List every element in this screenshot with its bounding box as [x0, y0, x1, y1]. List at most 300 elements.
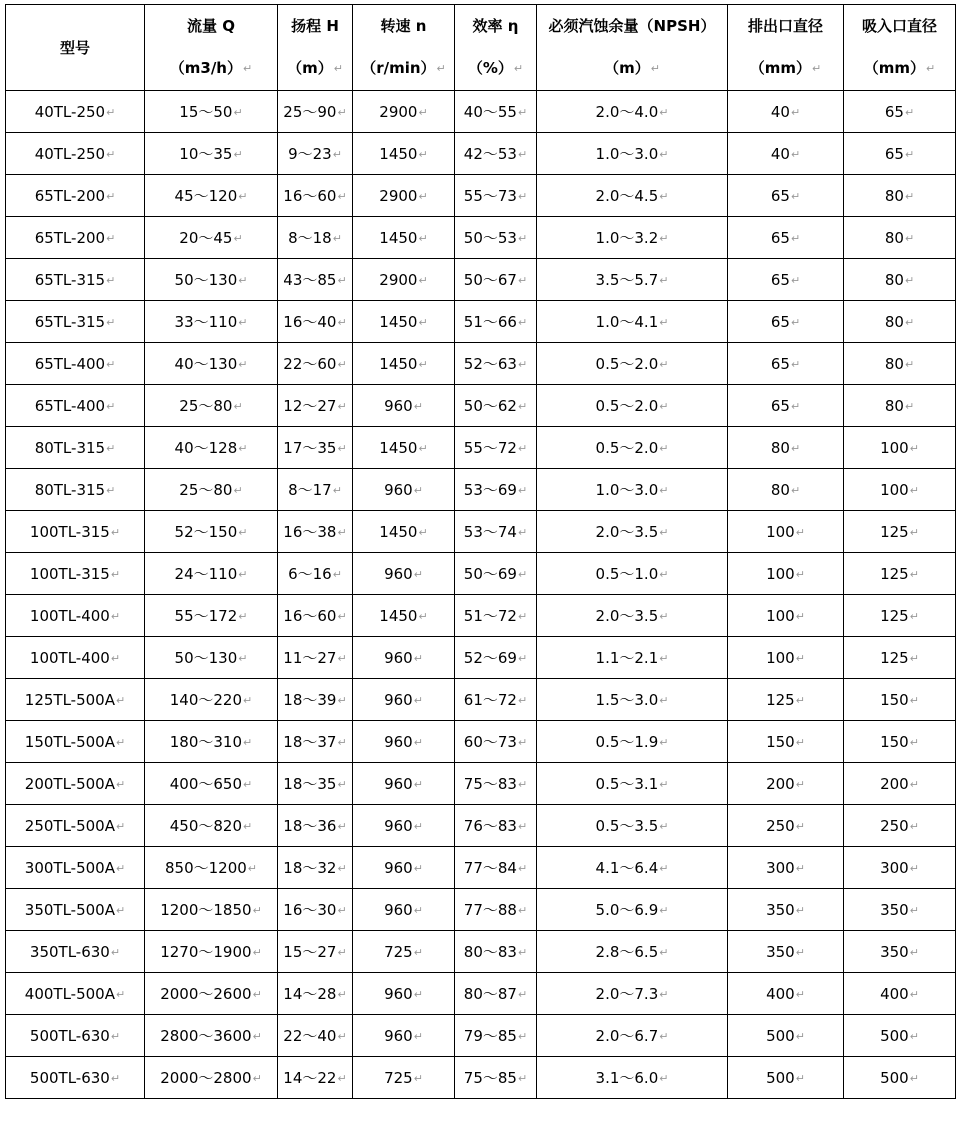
efficiency-cell: [455, 343, 537, 385]
table-row: [6, 469, 956, 511]
header-unit-text: （mm）: [749, 59, 812, 77]
return-mark-icon: ↵: [517, 652, 528, 665]
efficiency-cell: [455, 679, 537, 721]
return-mark-icon: ↵: [110, 945, 121, 959]
cell-value: 0.5～2.0: [595, 439, 659, 457]
cell-value: 1270～1900: [160, 943, 252, 961]
return-mark-icon: ↵: [110, 609, 121, 623]
return-mark-icon: ↵: [659, 862, 669, 875]
cell-value: 100: [766, 564, 795, 583]
cell-value: 350: [766, 942, 795, 961]
cell-value: 3.1～6.0: [595, 1069, 659, 1087]
cell-value: 0.5～2.0: [595, 355, 659, 373]
cell-value: 17～35: [283, 439, 337, 457]
return-mark-icon: ↵: [909, 861, 919, 875]
cell-value: 960: [384, 858, 413, 877]
return-mark-icon: ↵: [115, 861, 126, 875]
outlet-diameter-cell: [728, 721, 844, 763]
cell-value: 15～27: [283, 943, 337, 961]
header-unit: [844, 47, 955, 90]
return-mark-icon: ↵: [238, 652, 248, 665]
speed-cell: [353, 805, 455, 847]
cell-value: 450～820: [169, 817, 243, 835]
return-mark-icon: ↵: [517, 106, 528, 119]
return-mark-icon: ↵: [413, 651, 423, 665]
cell-value: 2.0～4.5: [595, 187, 659, 205]
cell-value: 1450: [379, 312, 418, 331]
return-mark-icon: ↵: [418, 357, 428, 371]
header-unit: [278, 47, 352, 90]
cell-value: 80: [884, 396, 904, 415]
head-cell: [278, 385, 353, 427]
return-mark-icon: ↵: [517, 232, 528, 245]
cell-value: 250: [766, 816, 795, 835]
cell-value: 2900: [379, 102, 418, 121]
flow-cell: [145, 763, 278, 805]
speed-cell: [353, 217, 455, 259]
return-mark-icon: ↵: [337, 400, 347, 413]
return-mark-icon: ↵: [243, 820, 253, 833]
return-mark-icon: ↵: [252, 904, 262, 917]
return-mark-icon: ↵: [332, 484, 342, 497]
table-header-row: [6, 5, 956, 91]
return-mark-icon: ↵: [337, 820, 347, 833]
return-mark-icon: ↵: [413, 735, 423, 749]
speed-cell: [353, 931, 455, 973]
cell-value: 125TL-500A: [24, 690, 115, 709]
npsh-cell: [537, 175, 728, 217]
outlet-diameter-cell: [728, 217, 844, 259]
cell-value: 250: [880, 816, 909, 835]
cell-value: 960: [384, 900, 413, 919]
table-row: [6, 133, 956, 175]
cell-value: 100: [766, 648, 795, 667]
speed-cell: [353, 91, 455, 133]
speed-cell: [353, 469, 455, 511]
head-cell: [278, 133, 353, 175]
cell-value: 50～62: [463, 397, 517, 415]
head-cell: [278, 1057, 353, 1099]
inlet-diameter-cell: [844, 805, 956, 847]
return-mark-icon: ↵: [795, 735, 805, 749]
speed-cell: [353, 889, 455, 931]
cell-value: 200TL-500A: [24, 774, 115, 793]
return-mark-icon: ↵: [909, 735, 919, 749]
outlet-diameter-cell: [728, 637, 844, 679]
return-mark-icon: ↵: [115, 903, 126, 917]
return-mark-icon: ↵: [233, 232, 243, 245]
cell-value: 40～128: [174, 439, 238, 457]
cell-value: 16～40: [283, 313, 337, 331]
return-mark-icon: ↵: [659, 736, 669, 749]
cell-value: 15～50: [179, 103, 233, 121]
model-cell: [6, 1057, 145, 1099]
table-row: [6, 259, 956, 301]
return-mark-icon: ↵: [337, 652, 347, 665]
return-mark-icon: ↵: [418, 273, 428, 287]
model-cell: [6, 343, 145, 385]
return-mark-icon: ↵: [904, 147, 915, 161]
return-mark-icon: ↵: [517, 442, 528, 455]
return-mark-icon: ↵: [418, 525, 428, 539]
efficiency-header: [455, 5, 537, 91]
return-mark-icon: ↵: [413, 1071, 423, 1085]
return-mark-icon: ↵: [106, 273, 116, 287]
return-mark-icon: ↵: [337, 610, 347, 623]
return-mark-icon: ↵: [795, 525, 805, 539]
header-unit: [145, 47, 277, 90]
table-row: [6, 805, 956, 847]
cell-value: 65TL-315: [34, 312, 106, 331]
npsh-cell: [537, 385, 728, 427]
return-mark-icon: ↵: [909, 567, 919, 581]
return-mark-icon: ↵: [795, 861, 805, 875]
return-mark-icon: ↵: [659, 904, 669, 917]
return-mark-icon: ↵: [233, 400, 243, 413]
efficiency-cell: [455, 427, 537, 469]
cell-value: 16～30: [283, 901, 337, 919]
cell-value: 125: [880, 522, 909, 541]
cell-value: 80: [884, 312, 904, 331]
return-mark-icon: ↵: [904, 231, 915, 245]
efficiency-cell: [455, 511, 537, 553]
model-cell: [6, 973, 145, 1015]
cell-value: 2.0～3.5: [595, 523, 659, 541]
model-cell: [6, 133, 145, 175]
cell-value: 40TL-250: [34, 102, 106, 121]
return-mark-icon: ↵: [659, 358, 669, 371]
npsh-cell: [537, 343, 728, 385]
return-mark-icon: ↵: [517, 316, 528, 329]
return-mark-icon: ↵: [909, 903, 919, 917]
return-mark-icon: ↵: [413, 861, 423, 875]
return-mark-icon: ↵: [106, 147, 116, 161]
header-label: 型号: [59, 38, 90, 57]
cell-value: 0.5～1.0: [595, 565, 659, 583]
return-mark-icon: ↵: [795, 903, 805, 917]
flow-cell: [145, 847, 278, 889]
head-cell: [278, 259, 353, 301]
cell-value: 100: [766, 606, 795, 625]
return-mark-icon: ↵: [337, 442, 347, 455]
cell-value: 1.1～2.1: [595, 649, 659, 667]
return-mark-icon: ↵: [413, 567, 423, 581]
speed-cell: [353, 721, 455, 763]
table-row: [6, 721, 956, 763]
return-mark-icon: ↵: [115, 693, 126, 707]
cell-value: 2900: [379, 186, 418, 205]
model-cell: [6, 553, 145, 595]
outlet-diameter-cell: [728, 301, 844, 343]
head-header: [278, 5, 353, 91]
cell-value: 1.5～3.0: [595, 691, 659, 709]
return-mark-icon: ↵: [904, 105, 915, 119]
flow-cell: [145, 385, 278, 427]
return-mark-icon: ↵: [243, 736, 253, 749]
speed-cell: [353, 343, 455, 385]
outlet-diameter-cell: [728, 175, 844, 217]
return-mark-icon: ↵: [418, 189, 428, 203]
inlet-diameter-cell: [844, 637, 956, 679]
cell-value: 52～150: [174, 523, 238, 541]
cell-value: 125: [880, 648, 909, 667]
cell-value: 150: [766, 732, 795, 751]
return-mark-icon: ↵: [413, 1029, 423, 1043]
return-mark-icon: ↵: [106, 231, 116, 245]
inlet-diameter-cell: [844, 1057, 956, 1099]
flow-cell: [145, 1015, 278, 1057]
cell-value: 51～72: [463, 607, 517, 625]
npsh-cell: [537, 763, 728, 805]
header-unit-text: （m）: [287, 59, 333, 77]
return-mark-icon: ↵: [517, 400, 528, 413]
cell-value: 350TL-500A: [24, 900, 115, 919]
return-mark-icon: ↵: [252, 988, 262, 1001]
cell-value: 77～88: [463, 901, 517, 919]
cell-value: 25～90: [283, 103, 337, 121]
cell-value: 500TL-630: [29, 1026, 110, 1045]
cell-value: 61～72: [463, 691, 517, 709]
return-mark-icon: ↵: [790, 231, 801, 245]
cell-value: 50～130: [174, 271, 238, 289]
table-row: [6, 343, 956, 385]
table-row: [6, 847, 956, 889]
table-row: [6, 553, 956, 595]
return-mark-icon: ↵: [909, 945, 919, 959]
speed-cell: [353, 1057, 455, 1099]
cell-value: 960: [384, 984, 413, 1003]
flow-header: [145, 5, 278, 91]
cell-value: 24～110: [174, 565, 238, 583]
flow-cell: [145, 301, 278, 343]
efficiency-cell: [455, 763, 537, 805]
header-unit-text: （%）: [467, 59, 513, 77]
npsh-cell: [537, 301, 728, 343]
return-mark-icon: ↵: [517, 610, 528, 623]
return-mark-icon: ↵: [106, 189, 116, 203]
return-mark-icon: ↵: [238, 190, 248, 203]
efficiency-cell: [455, 1057, 537, 1099]
outlet-diameter-cell: [728, 805, 844, 847]
return-mark-icon: ↵: [115, 777, 126, 791]
model-header: [6, 5, 145, 91]
return-mark-icon: ↵: [909, 441, 919, 455]
npsh-cell: [537, 259, 728, 301]
header-label: 排出口直径: [747, 17, 823, 35]
return-mark-icon: ↵: [252, 946, 262, 959]
table-row: [6, 175, 956, 217]
return-mark-icon: ↵: [517, 820, 528, 833]
cell-value: 80～87: [463, 985, 517, 1003]
return-mark-icon: ↵: [418, 609, 428, 623]
header-unit-text: （m）: [604, 59, 650, 77]
cell-value: 350: [880, 900, 909, 919]
cell-value: 80TL-315: [34, 438, 106, 457]
cell-value: 100TL-400: [29, 648, 110, 667]
return-mark-icon: ↵: [659, 526, 669, 539]
cell-value: 1200～1850: [160, 901, 252, 919]
return-mark-icon: ↵: [337, 694, 347, 707]
cell-value: 960: [384, 480, 413, 499]
npsh-cell: [537, 889, 728, 931]
return-mark-icon: ↵: [659, 274, 669, 287]
cell-value: 42～53: [463, 145, 517, 163]
npsh-cell: [537, 469, 728, 511]
npsh-cell: [537, 847, 728, 889]
table-row: [6, 91, 956, 133]
return-mark-icon: ↵: [659, 442, 669, 455]
npsh-cell: [537, 973, 728, 1015]
cell-value: 500: [766, 1068, 795, 1087]
return-mark-icon: ↵: [659, 400, 669, 413]
npsh-cell: [537, 679, 728, 721]
model-cell: [6, 427, 145, 469]
speed-cell: [353, 847, 455, 889]
outlet-diameter-cell: [728, 931, 844, 973]
head-cell: [278, 679, 353, 721]
cell-value: 1.0～4.1: [595, 313, 659, 331]
npsh-cell: [537, 595, 728, 637]
return-mark-icon: ↵: [337, 1030, 347, 1043]
flow-cell: [145, 1057, 278, 1099]
npsh-cell: [537, 637, 728, 679]
return-mark-icon: ↵: [790, 315, 801, 329]
cell-value: 1450: [379, 354, 418, 373]
return-mark-icon: ↵: [106, 441, 116, 455]
speed-cell: [353, 301, 455, 343]
cell-value: 5.0～6.9: [595, 901, 659, 919]
return-mark-icon: ↵: [909, 777, 919, 791]
npsh-header: [537, 5, 728, 91]
return-mark-icon: ↵: [517, 568, 528, 581]
cell-value: 50～69: [463, 565, 517, 583]
table-row: [6, 595, 956, 637]
return-mark-icon: ↵: [517, 148, 528, 161]
outlet-diameter-cell: [728, 763, 844, 805]
flow-cell: [145, 805, 278, 847]
head-cell: [278, 301, 353, 343]
table-row: [6, 1015, 956, 1057]
cell-value: 8～17: [288, 481, 332, 499]
return-mark-icon: ↵: [418, 105, 428, 119]
return-mark-icon: ↵: [517, 946, 528, 959]
return-mark-icon: ↵: [115, 987, 126, 1001]
cell-value: 100: [880, 480, 909, 499]
speed-cell: [353, 1015, 455, 1057]
return-mark-icon: ↵: [659, 988, 669, 1001]
return-mark-icon: ↵: [243, 694, 253, 707]
head-cell: [278, 1015, 353, 1057]
npsh-cell: [537, 1015, 728, 1057]
head-cell: [278, 427, 353, 469]
return-mark-icon: ↵: [790, 441, 801, 455]
model-cell: [6, 511, 145, 553]
outlet-diameter-cell: [728, 511, 844, 553]
head-cell: [278, 847, 353, 889]
return-mark-icon: ↵: [115, 819, 126, 833]
table-row: [6, 301, 956, 343]
return-mark-icon: ↵: [337, 736, 347, 749]
cell-value: 53～74: [463, 523, 517, 541]
cell-value: 200: [880, 774, 909, 793]
cell-value: 50～130: [174, 649, 238, 667]
return-mark-icon: ↵: [904, 273, 915, 287]
cell-value: 60～73: [463, 733, 517, 751]
cell-value: 500: [766, 1026, 795, 1045]
header-unit-text: （r/min）: [361, 59, 436, 77]
cell-value: 180～310: [169, 733, 243, 751]
return-mark-icon: ↵: [413, 987, 423, 1001]
cell-value: 0.5～3.5: [595, 817, 659, 835]
cell-value: 0.5～1.9: [595, 733, 659, 751]
cell-value: 50～53: [463, 229, 517, 247]
table-row: [6, 679, 956, 721]
return-mark-icon: ↵: [517, 694, 528, 707]
model-cell: [6, 259, 145, 301]
cell-value: 18～37: [283, 733, 337, 751]
cell-value: 52～63: [463, 355, 517, 373]
cell-value: 80: [884, 270, 904, 289]
npsh-cell: [537, 427, 728, 469]
cell-value: 100TL-400: [29, 606, 110, 625]
return-mark-icon: ↵: [909, 693, 919, 707]
cell-value: 76～83: [463, 817, 517, 835]
outlet-diameter-cell: [728, 91, 844, 133]
cell-value: 80: [884, 354, 904, 373]
cell-value: 1450: [379, 606, 418, 625]
head-cell: [278, 343, 353, 385]
inlet-diameter-cell: [844, 259, 956, 301]
cell-value: 125: [880, 564, 909, 583]
efficiency-cell: [455, 805, 537, 847]
return-mark-icon: ↵: [795, 609, 805, 623]
table-row: [6, 889, 956, 931]
cell-value: 300: [880, 858, 909, 877]
return-mark-icon: ↵: [513, 62, 524, 75]
cell-value: 3.5～5.7: [595, 271, 659, 289]
cell-value: 65TL-400: [34, 354, 106, 373]
speed-cell: [353, 973, 455, 1015]
outlet-diameter-cell: [728, 385, 844, 427]
return-mark-icon: ↵: [795, 1029, 805, 1043]
flow-cell: [145, 973, 278, 1015]
pump-spec-table: [5, 4, 956, 1099]
cell-value: 500: [880, 1026, 909, 1045]
return-mark-icon: ↵: [238, 526, 248, 539]
return-mark-icon: ↵: [233, 148, 243, 161]
cell-value: 18～39: [283, 691, 337, 709]
table-row: [6, 931, 956, 973]
cell-value: 20～45: [179, 229, 233, 247]
outlet-diameter-cell: [728, 469, 844, 511]
return-mark-icon: ↵: [909, 1029, 919, 1043]
header-label: 扬程 H: [291, 17, 339, 35]
cell-value: 960: [384, 396, 413, 415]
cell-value: 40～55: [463, 103, 517, 121]
cell-value: 0.5～3.1: [595, 775, 659, 793]
inlet-diameter-cell: [844, 931, 956, 973]
cell-value: 55～172: [174, 607, 238, 625]
flow-cell: [145, 469, 278, 511]
cell-value: 2.8～6.5: [595, 943, 659, 961]
cell-value: 2000～2800: [160, 1069, 252, 1087]
return-mark-icon: ↵: [243, 62, 253, 75]
cell-value: 2.0～4.0: [595, 103, 659, 121]
return-mark-icon: ↵: [337, 316, 347, 329]
return-mark-icon: ↵: [790, 273, 801, 287]
cell-value: 65TL-200: [34, 228, 106, 247]
flow-cell: [145, 553, 278, 595]
